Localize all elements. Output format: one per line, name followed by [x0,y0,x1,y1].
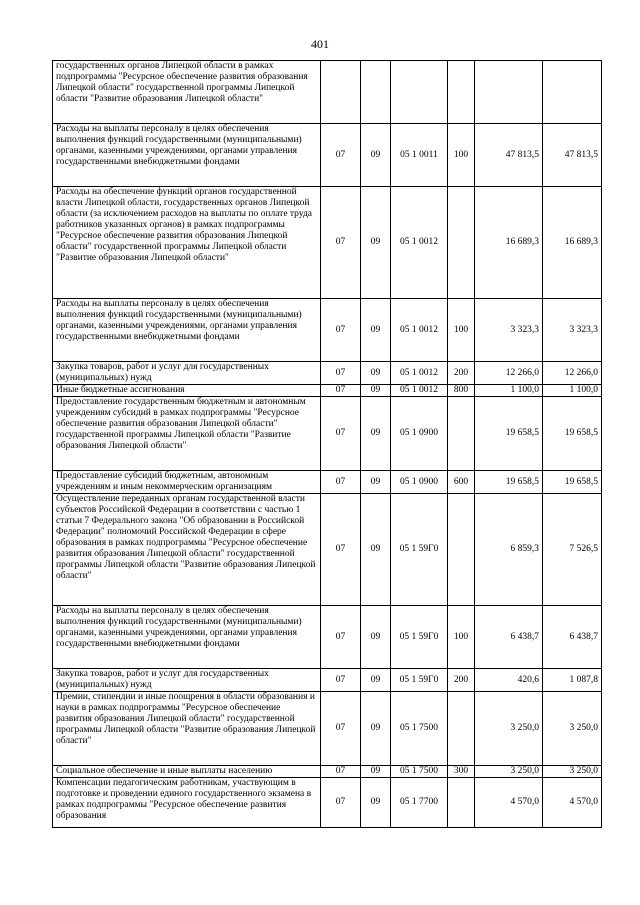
row-section: 07 [321,299,361,362]
row-subsection: 09 [361,471,391,494]
row-amount-2: 7 526,5 [543,494,602,606]
table-row [53,299,602,362]
row-amount-2: 3 250,0 [543,692,602,766]
row-target-article: 05 1 7500 [391,692,448,766]
row-subsection: 09 [361,397,391,471]
row-amount-2: 19 658,5 [543,471,602,494]
row-subsection: 09 [361,692,391,766]
row-amount-1: 3 323,3 [475,299,543,362]
row-name: Расходы на выплаты персоналу в целях обеспечения выполнения функций государственными (муниципальными) органами, казенными учреждениями, органами управления государственными внебюджетными фондами [53,299,321,362]
row-amount-1: 6 438,7 [475,606,543,669]
row-expense-type: 600 [448,471,475,494]
row-target-article: 05 1 0012 [391,362,448,385]
table-row [53,397,602,471]
row-expense-type: 100 [448,124,475,187]
row-section: 07 [321,385,361,397]
row-target-article: 05 1 59Г0 [391,494,448,606]
table-row [53,362,602,385]
row-section: 07 [321,124,361,187]
row-section: 07 [321,669,361,692]
row-name: Иные бюджетные ассигнования [53,385,321,397]
row-subsection: 09 [361,362,391,385]
table-row [53,187,602,299]
row-amount-1: 19 658,5 [475,471,543,494]
row-section: 07 [321,606,361,669]
row-amount-2: 16 689,3 [543,187,602,299]
row-expense-type: 200 [448,362,475,385]
table-row [53,124,602,187]
row-amount-1: 3 250,0 [475,766,543,778]
row-name: Расходы на выплаты персоналу в целях обеспечения выполнения функций государственными (муниципальными) органами, казенными учреждениями, органами управления государственными внебюджетными фондами [53,124,321,187]
table-row [53,61,602,124]
row-expense-type [448,778,475,828]
row-target-article: 05 1 59Г0 [391,669,448,692]
row-amount-2: 47 813,5 [543,124,602,187]
row-target-article: 05 1 0011 [391,124,448,187]
row-subsection: 09 [361,299,391,362]
row-section: 07 [321,766,361,778]
row-amount-1: 1 100,0 [475,385,543,397]
table-row [53,494,602,606]
row-name: Расходы на обеспечение функций органов государственной власти Липецкой области, государственных органов Липецкой области (за исключением расходов на выплаты по оплате труда работников указанных органов) в рамках подпрограммы "Ресурсное обеспечение развития образования Липецкой области" государственной программы Липецкой области "Развитие образования Липецкой области" [53,187,321,299]
row-section: 07 [321,494,361,606]
row-target-article: 05 1 0012 [391,187,448,299]
budget-table [52,60,602,828]
row-subsection: 09 [361,187,391,299]
row-name: Осуществление переданных органам государственной власти субъектов Российской Федерации в соответствии с частью 1 статьи 7 Федерального закона "Об образовании в Российской Федерации" полномочий Российской Федерации в сфере образования в рамках подпрограммы "Ресурсное обеспечение развития образования Липецкой области" государственной программы Липецкой области "Развитие образования Липецкой области" [53,494,321,606]
row-expense-type: 300 [448,766,475,778]
row-subsection: 09 [361,124,391,187]
row-amount-1: 6 859,3 [475,494,543,606]
row-name: Закупка товаров, работ и услуг для государственных (муниципальных) нужд [53,669,321,692]
row-target-article: 05 1 0012 [391,385,448,397]
row-expense-type [448,61,475,124]
table-row [53,606,602,669]
row-target-article [391,61,448,124]
row-section: 07 [321,692,361,766]
table-row [53,692,602,766]
row-amount-2: 3 323,3 [543,299,602,362]
row-name: Закупка товаров, работ и услуг для государственных (муниципальных) нужд [53,362,321,385]
row-target-article: 05 1 7500 [391,766,448,778]
row-expense-type [448,397,475,471]
row-subsection: 09 [361,385,391,397]
row-subsection: 09 [361,494,391,606]
row-amount-1: 3 250,0 [475,692,543,766]
row-target-article: 05 1 59Г0 [391,606,448,669]
row-section: 07 [321,362,361,385]
row-section: 07 [321,397,361,471]
row-subsection: 09 [361,669,391,692]
row-amount-2: 6 438,7 [543,606,602,669]
row-amount-1: 4 570,0 [475,778,543,828]
row-name: Предоставление субсидий бюджетным, автономным учреждениям и иным некоммерческим организациям [53,471,321,494]
row-target-article: 05 1 0900 [391,471,448,494]
row-target-article: 05 1 0012 [391,299,448,362]
row-subsection [361,61,391,124]
row-subsection: 09 [361,778,391,828]
row-amount-1: 12 266,0 [475,362,543,385]
row-expense-type [448,494,475,606]
row-amount-1: 47 813,5 [475,124,543,187]
row-subsection: 09 [361,606,391,669]
row-name: государственных органов Липецкой области в рамках подпрограммы "Ресурсное обеспечение развития образования Липецкой области" государственной программы Липецкой области "Развитие образования Липецкой области" [53,61,321,124]
row-amount-2: 4 570,0 [543,778,602,828]
row-expense-type: 100 [448,606,475,669]
row-target-article: 05 1 0900 [391,397,448,471]
table-row [53,669,602,692]
row-amount-2: 1 100,0 [543,385,602,397]
row-name: Компенсации педагогическим работникам, участвующим в подготовке и проведении единого государственного экзамена в рамках подпрограммы "Ресурсное обеспечение развития образования [53,778,321,828]
row-name: Социальное обеспечение и иные выплаты населению [53,766,321,778]
table-row [53,778,602,828]
row-expense-type: 800 [448,385,475,397]
row-amount-1: 19 658,5 [475,397,543,471]
row-expense-type [448,187,475,299]
row-name: Предоставление государственным бюджетным и автономным учреждениям субсидий в рамках подпрограммы "Ресурсное обеспечение развития образования Липецкой области" государственной программы Липецкой области "Развитие образования Липецкой области" [53,397,321,471]
row-expense-type [448,692,475,766]
row-amount-2: 1 087,8 [543,669,602,692]
row-target-article: 05 1 7700 [391,778,448,828]
row-amount-2: 19 658,5 [543,397,602,471]
row-amount-1 [475,61,543,124]
row-expense-type: 200 [448,669,475,692]
table-row [53,385,602,397]
row-amount-1: 16 689,3 [475,187,543,299]
row-amount-2: 12 266,0 [543,362,602,385]
table-row [53,766,602,778]
row-amount-2: 3 250,0 [543,766,602,778]
row-section [321,61,361,124]
row-amount-1: 420,6 [475,669,543,692]
table-row [53,471,602,494]
row-expense-type: 100 [448,299,475,362]
row-section: 07 [321,187,361,299]
page-number: 401 [311,37,329,51]
row-amount-2 [543,61,602,124]
row-name: Расходы на выплаты персоналу в целях обеспечения выполнения функций государственными (муниципальными) органами, казенными учреждениями, органами управления государственными внебюджетными фондами [53,606,321,669]
row-name: Премии, стипендии и иные поощрения в области образования и науки в рамках подпрограммы "Ресурсное обеспечение развития образования Липецкой области" государственной программы Липецкой области "Развитие образования Липецкой области" [53,692,321,766]
row-subsection: 09 [361,766,391,778]
row-section: 07 [321,471,361,494]
row-section: 07 [321,778,361,828]
